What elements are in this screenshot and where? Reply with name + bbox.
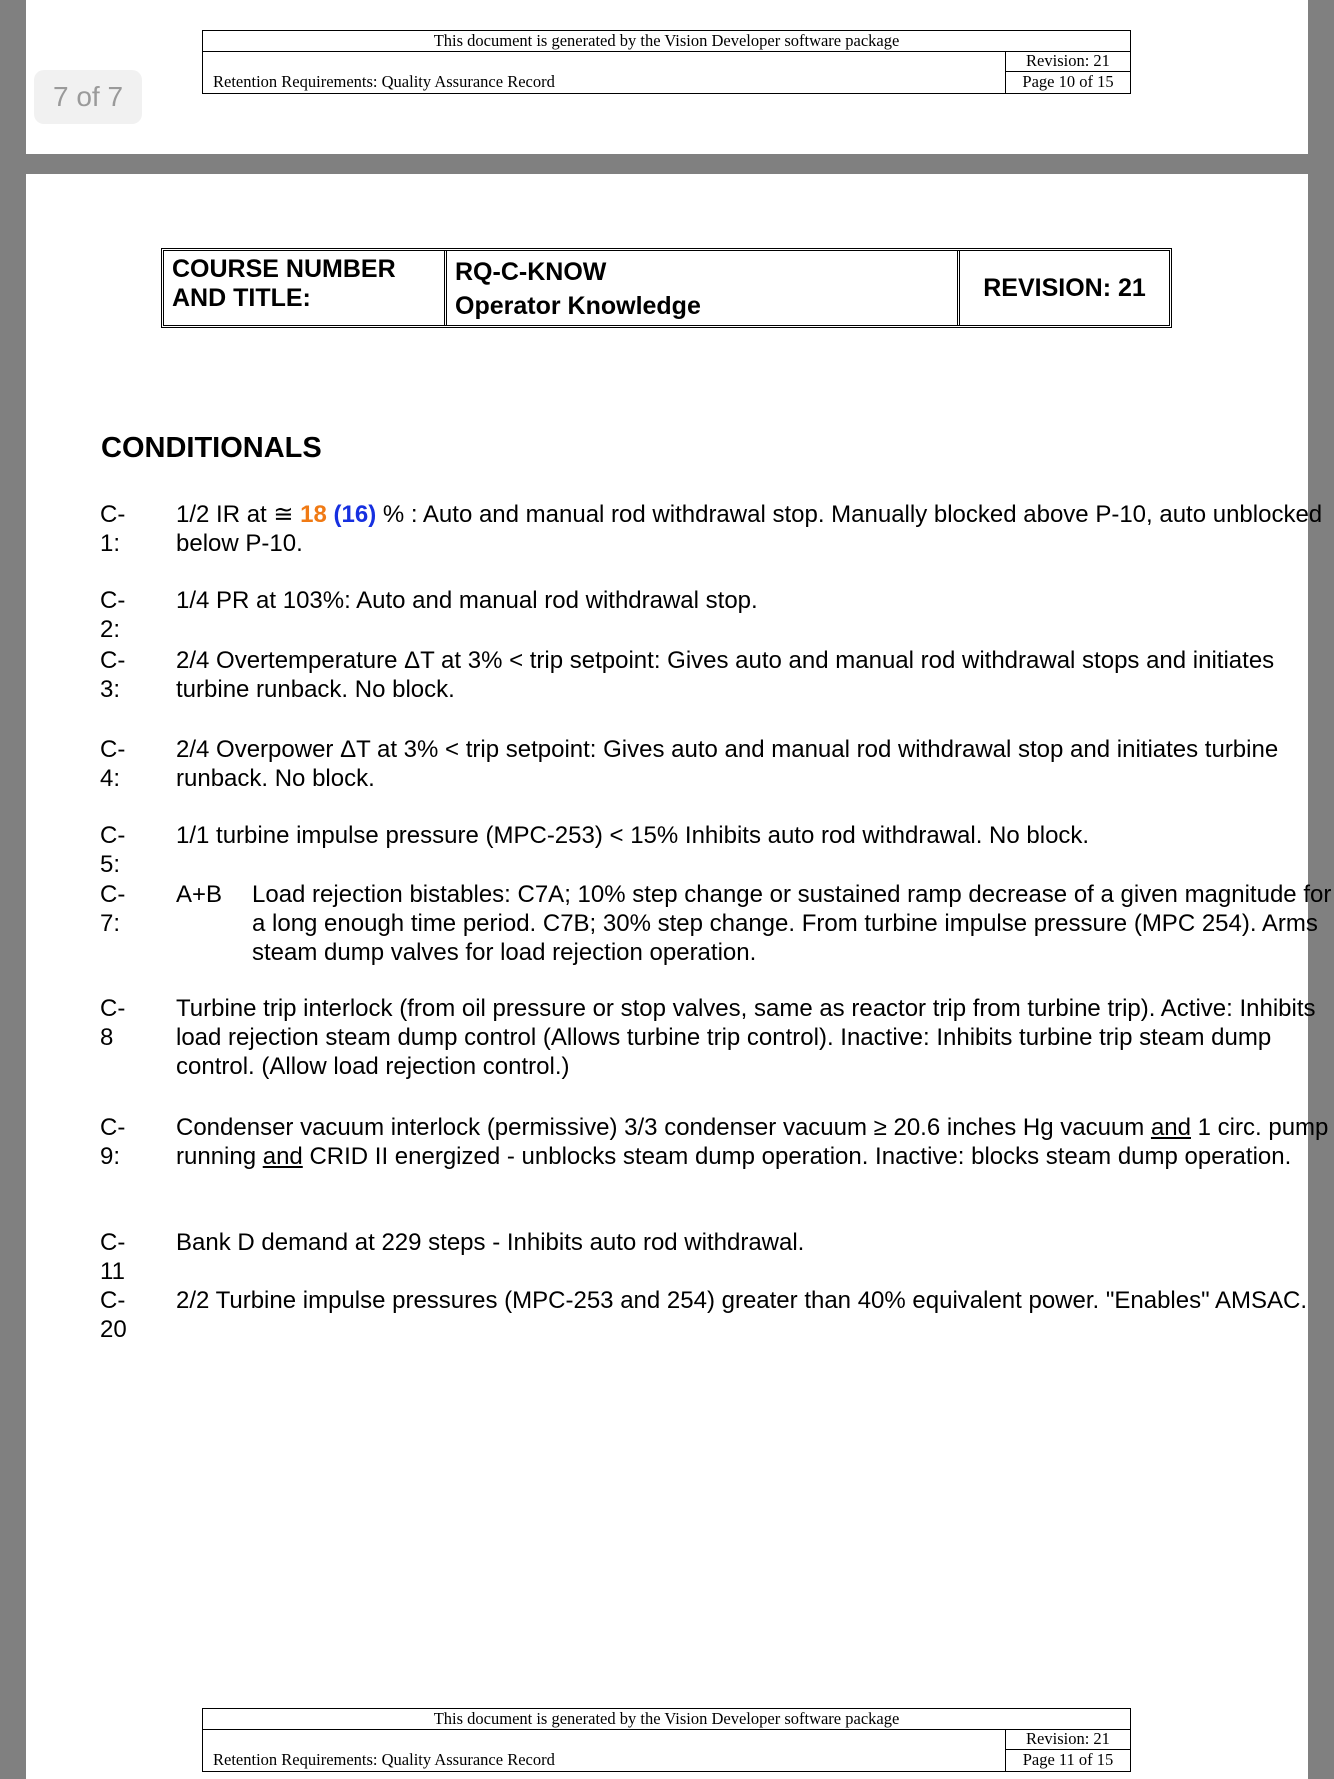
footer-revision: Revision: 21 — [1005, 51, 1130, 72]
course-label-line1: COURSE NUMBER — [172, 255, 396, 283]
conditional-label: C-1: — [100, 501, 126, 557]
conditional-label: C-20 — [100, 1287, 127, 1343]
c1-value-blue: (16) — [333, 501, 377, 528]
footer-table-bottom — [202, 1708, 1131, 1772]
c9-text-part1: Condenser vacuum interlock (permissive) 3/3 condenser vacuum ≥ 20.6 inches Hg vacuum — [176, 1114, 1151, 1141]
conditional-text: 2/4 Overpower ΔT at 3% < trip setpoint: Gives auto and manual rod withdrawal stop and initiates turbine runback. No block. — [176, 736, 1279, 792]
course-number: RQ-C-KNOW — [455, 258, 607, 286]
conditional-sublabel: A+B — [176, 881, 223, 908]
page-indicator: 7 of 7 — [34, 70, 142, 124]
course-title-cell — [447, 251, 957, 325]
footer-generated-by: This document is generated by the Vision Developer software package — [203, 31, 1130, 52]
course-label-cell — [164, 251, 447, 325]
conditional-text: 2/4 Overtemperature ΔT at 3% < trip setpoint: Gives auto and manual rod withdrawal stops and initiates turbine runback. No block. — [176, 647, 1275, 703]
c9-text-part2: 1 circ. pump running — [176, 1114, 1329, 1170]
conditional-text: Load rejection bistables: C7A; 10% step change or sustained ramp decrease of a given magnitude for a long enough time period. C7B; 30% step change. From turbine impulse pressure (MPC 254). Arms steam dump valves for load rejection operation. — [252, 881, 1332, 966]
conditional-label: C-4: — [100, 736, 126, 792]
c1-text-post: % : Auto and manual rod withdrawal stop. Manually blocked above P-10, auto unblocked below P-10. — [176, 501, 1323, 557]
revision-cell: REVISION: 21 — [957, 251, 1169, 325]
footer-table-top — [202, 30, 1131, 94]
conditional-text — [176, 500, 1334, 558]
conditional-label: C-2: — [100, 587, 126, 643]
footer-page-number: Page 11 of 15 — [1005, 1749, 1130, 1771]
conditional-label: C-9: — [100, 1114, 126, 1170]
course-header-table — [161, 248, 1172, 328]
footer-retention: Retention Requirements: Quality Assurance Record — [213, 72, 555, 91]
c1-value-orange: 18 — [300, 501, 327, 528]
footer-page-number: Page 10 of 15 — [1005, 71, 1130, 93]
c9-and-2: and — [262, 1143, 303, 1170]
course-title: Operator Knowledge — [455, 292, 701, 320]
conditional-label: C-8 — [100, 995, 126, 1051]
conditional-text: 2/2 Turbine impulse pressures (MPC-253 and 254) greater than 40% equivalent power. "Enables" AMSAC. — [176, 1287, 1307, 1314]
footer-retention: Retention Requirements: Quality Assurance Record — [213, 1750, 555, 1769]
conditional-text: Turbine trip interlock (from oil pressure or stop valves, same as reactor trip from turbine trip). Active: Inhibits load rejection steam dump control (Allows turbine trip control). Inactive: Inhibits turbine trip steam dump control. (Allow load rejection control.) — [176, 995, 1316, 1080]
footer-revision: Revision: 21 — [1005, 1729, 1130, 1750]
c9-text-part3: CRID II energized - unblocks steam dump operation. Inactive: blocks steam dump operation. — [302, 1143, 1292, 1170]
conditional-text: Bank D demand at 229 steps - Inhibits auto rod withdrawal. — [176, 1229, 805, 1256]
c9-and-1: and — [1150, 1114, 1191, 1141]
conditional-text — [176, 1113, 1334, 1171]
conditional-label: C-11 — [100, 1229, 126, 1285]
course-label-line2: AND TITLE: — [172, 284, 311, 312]
conditional-label: C-5: — [100, 822, 126, 878]
conditional-label: C-7: — [100, 881, 126, 937]
section-title: CONDITIONALS — [101, 432, 322, 464]
conditional-text: 1/4 PR at 103%: Auto and manual rod withdrawal stop. — [176, 587, 758, 614]
c1-text-pre: 1/2 IR at ≅ — [176, 501, 301, 528]
footer-generated-by: This document is generated by the Vision Developer software package — [203, 1709, 1130, 1730]
conditional-label: C-3: — [100, 647, 126, 703]
conditional-text: 1/1 turbine impulse pressure (MPC-253) < 15% Inhibits auto rod withdrawal. No block. — [176, 822, 1090, 849]
current-page — [26, 174, 1308, 1779]
